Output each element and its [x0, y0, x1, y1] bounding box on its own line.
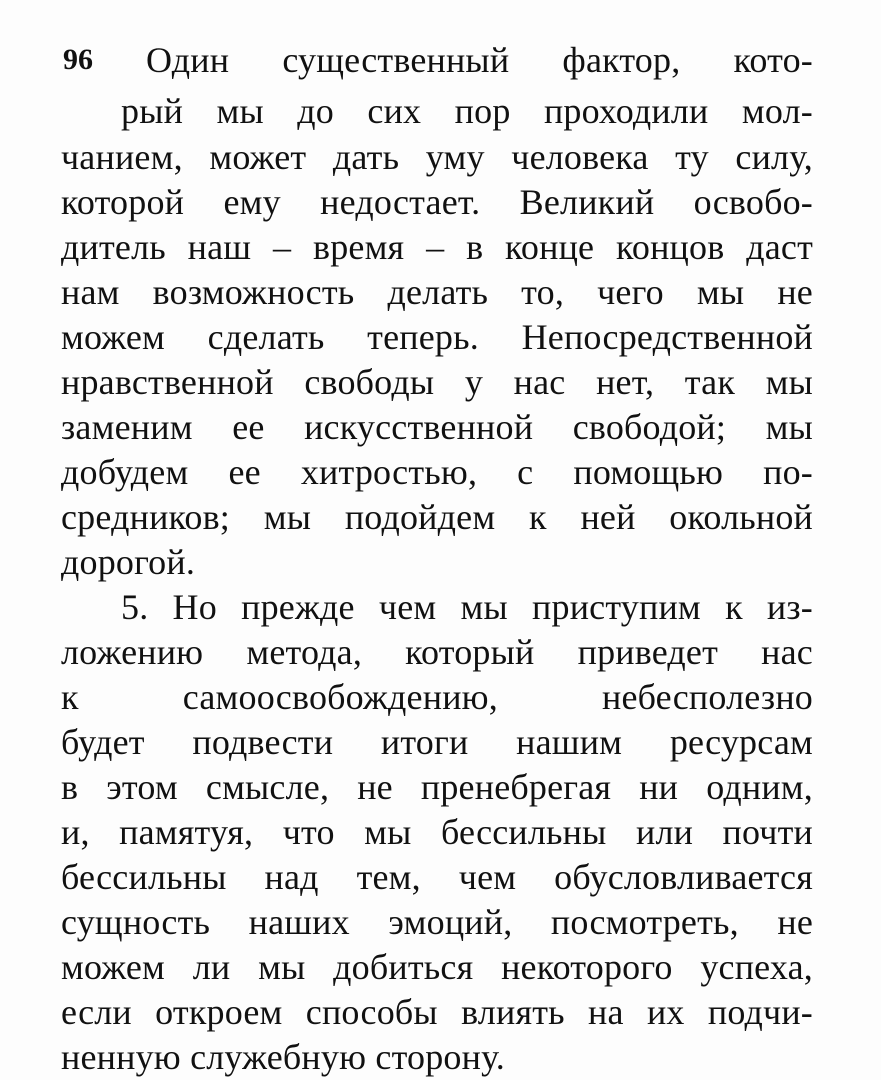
text-line: дитель наш – время – в конце концов даст [61, 227, 813, 267]
text-line: в этом смысле, не пренебрегая ни одним, [61, 767, 813, 807]
text-line: чанием, может дать уму человека ту силу, [61, 137, 813, 177]
text-line: и, памятуя, что мы бессильны или почти [61, 812, 813, 852]
text-line: ложению метода, который приведет нас [61, 632, 813, 672]
page-number: 96 [63, 43, 93, 76]
text-line: 5. Но прежде чем мы приступим к из- [121, 587, 813, 627]
text-line: к самоосвобождению, небесполезно [61, 677, 813, 717]
text-line: если откроем способы влиять на их подчи- [61, 992, 813, 1032]
text-line: заменим ее искусственной свободой; мы [61, 407, 813, 447]
text-line: добудем ее хитростью, с помощью по- [61, 452, 813, 492]
text-line: дорогой. [61, 542, 196, 582]
text-line: рый мы до сих пор проходили мол- [121, 91, 813, 131]
text-line: ненную служебную сторону. [61, 1037, 505, 1077]
text-line: нравственной свободы у нас нет, так мы [61, 362, 813, 402]
text-line: можем ли мы добиться некоторого успеха, [61, 947, 813, 987]
text-line: бессильны над тем, чем обусловливается [61, 857, 813, 897]
text-line: будет подвести итоги нашим ресурсам [61, 722, 813, 762]
text-line: сущность наших эмоций, посмотреть, не [61, 902, 813, 942]
text-line: которой ему недостает. Великий освобо- [61, 182, 813, 222]
text-line: нам возможность делать то, чего мы не [61, 272, 813, 312]
text-line: можем сделать теперь. Непосредственной [61, 317, 813, 357]
text-line: средников; мы подойдем к ней окольной [61, 497, 813, 537]
text-line: Один существенный фактор, кото- [146, 40, 813, 80]
